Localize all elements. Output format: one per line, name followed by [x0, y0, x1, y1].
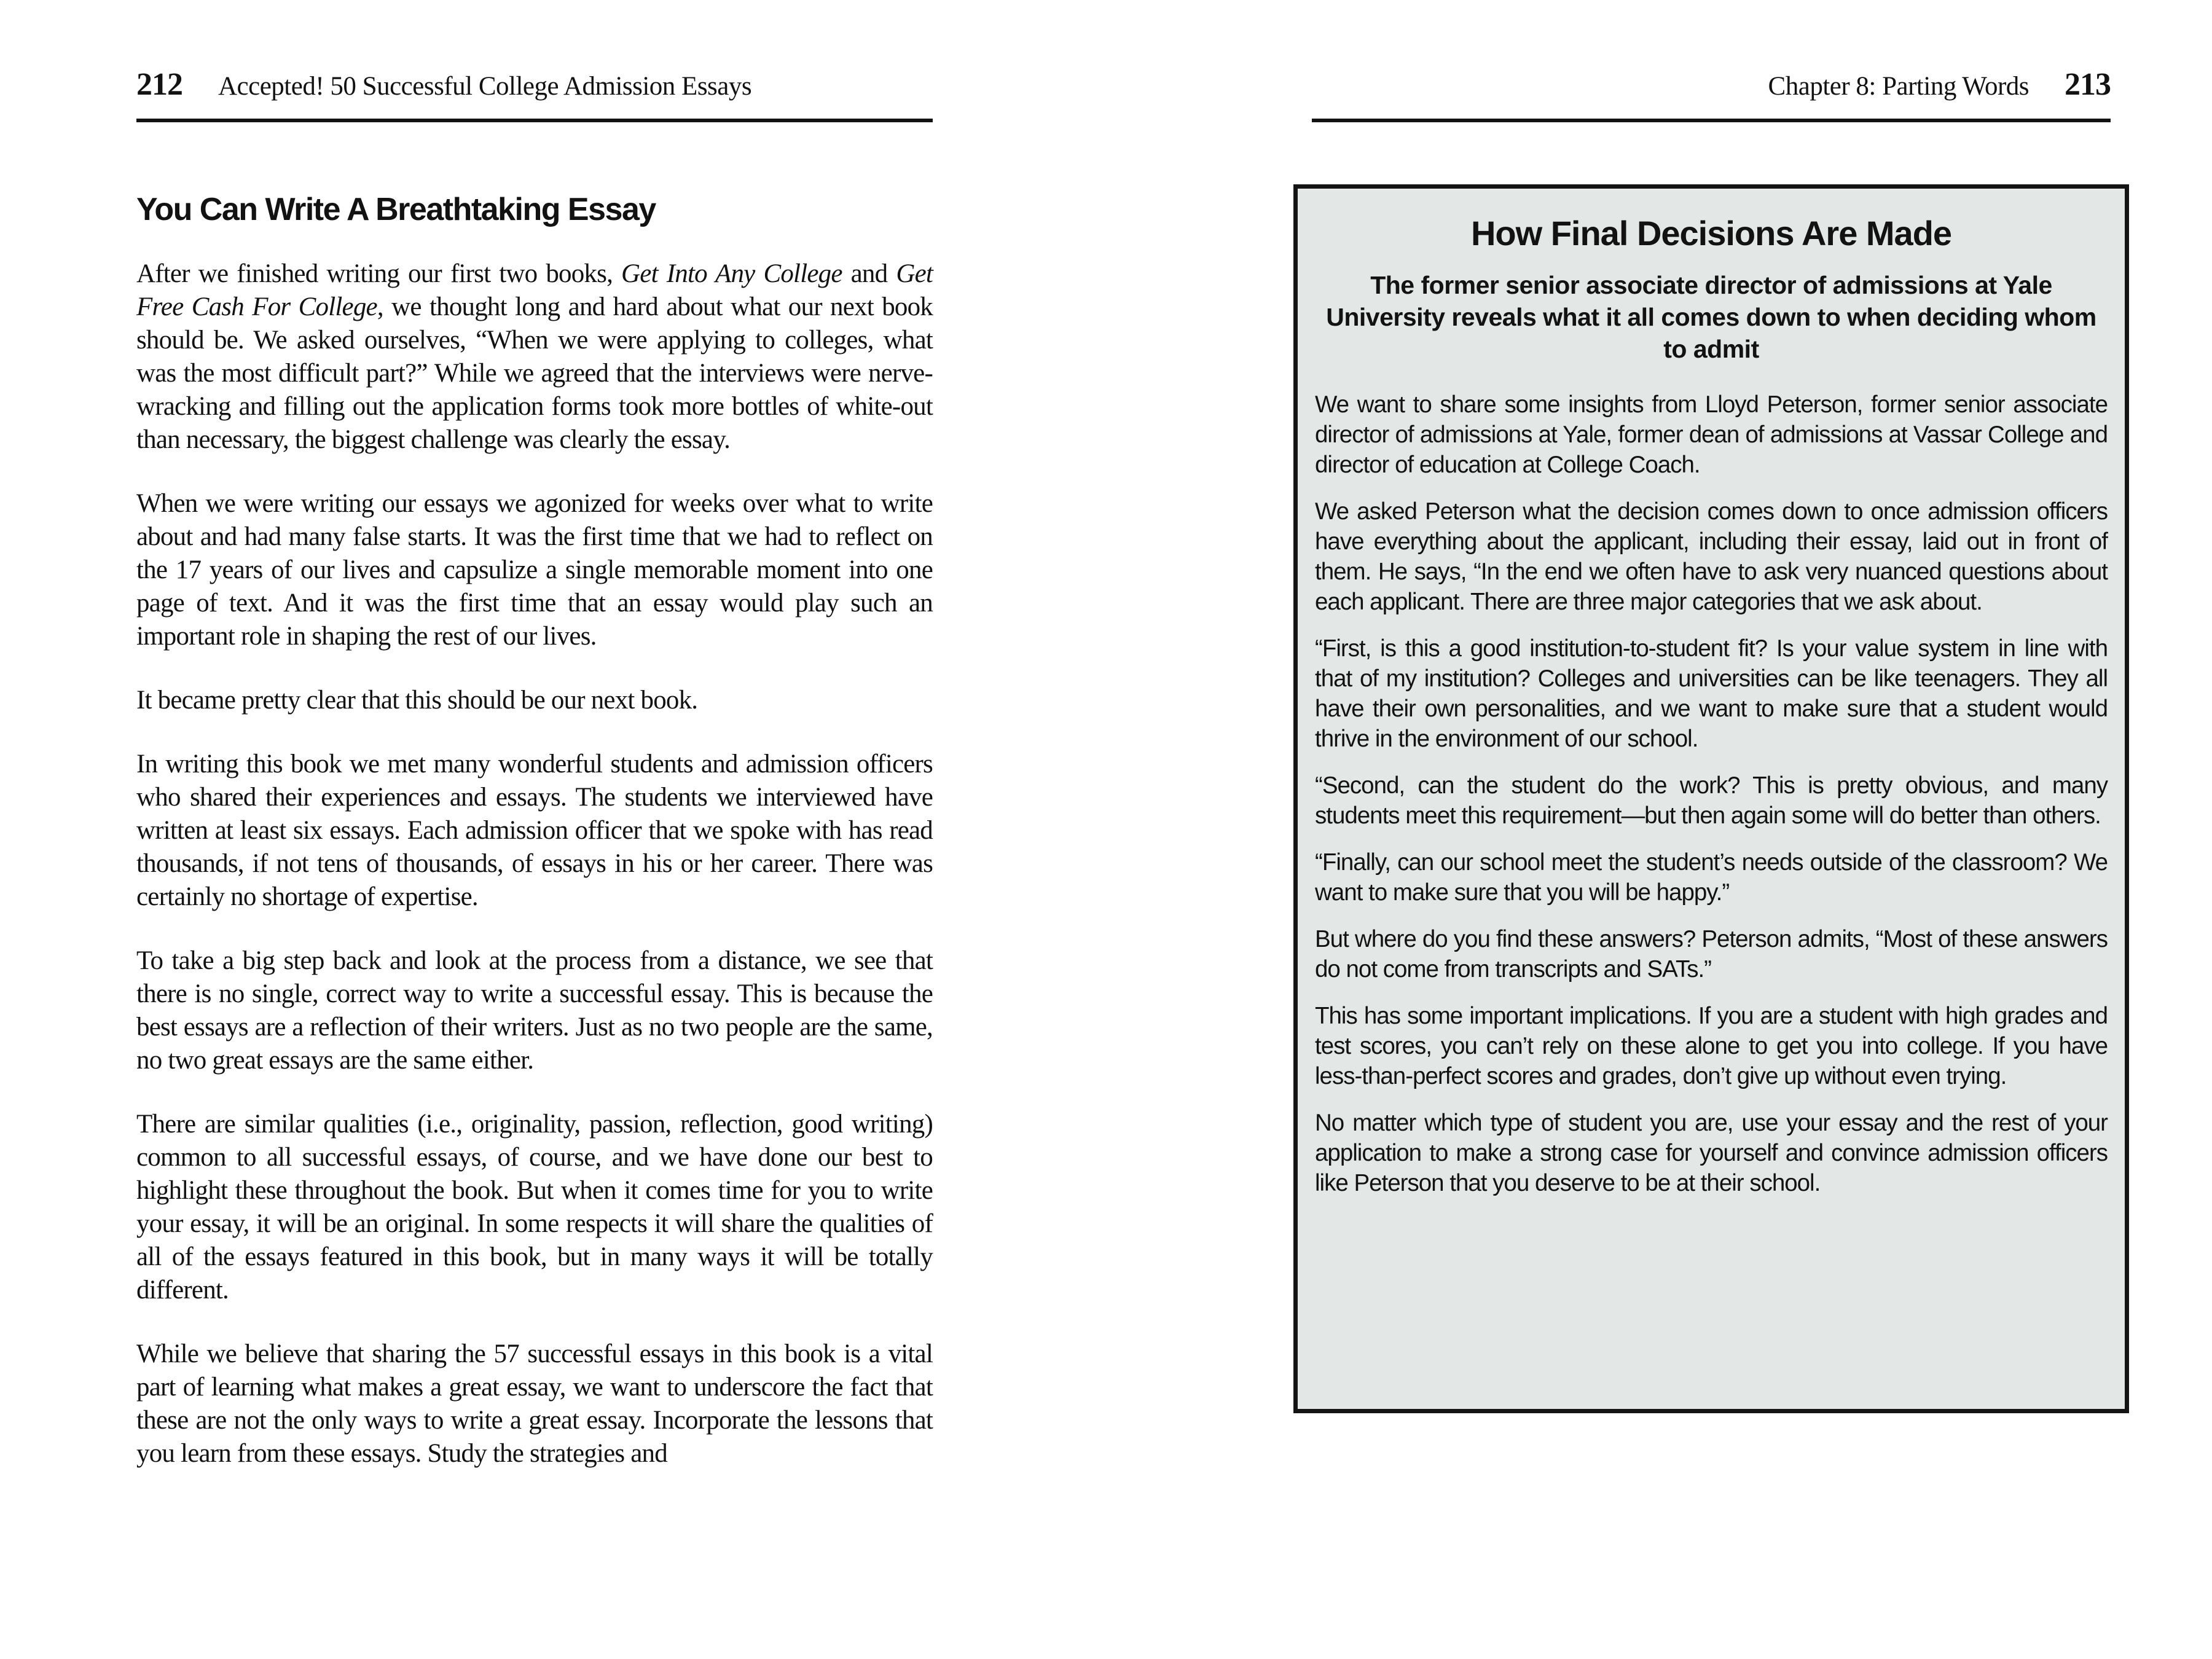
body-paragraph: When we were writing our essays we agonized for weeks over what to write about and had many false starts. It was the first time that we had to reflect on the 17 years of our lives and capsulize a single memorable moment into one page of text. And it was the first time that an essay would play such an important role in shaping the rest of our lives. — [136, 489, 933, 651]
box-paragraph: “Finally, can our school meet the student’s needs outside of the classroom? We want to make sure that you will be happy.” — [1315, 849, 2108, 906]
right-page-number: 213 — [2065, 67, 2111, 102]
body-paragraph: While we believe that sharing the 57 successful essays in this book is a vital part of learning what makes a great essay, we want to underscore the fact that these are not the only ways to write a great essay. Incorporate the lessons that you learn from these essays. Study the strategies and — [136, 1339, 933, 1468]
right-page-header-area — [1312, 66, 2111, 122]
decision-sidebar-box — [1293, 184, 2129, 1413]
paragraph-text: , we thought long and hard about what our next book should be. We asked ourselves, “When we were applying to colleges, what was the most difficult part?” While we agreed that the interviews were nerve-wracking and filling out the application forms took more bottles of white-out than necessary, the biggest challenge was clearly the essay. — [136, 292, 933, 454]
box-paragraph: “Second, can the student do the work? This is pretty obvious, and many students meet this requirement—but then again some will do better than others. — [1315, 772, 2108, 829]
left-running-title: Accepted! 50 Successful College Admission Essays — [218, 72, 752, 101]
right-running-header — [1312, 66, 2111, 122]
left-body-copy — [136, 257, 933, 1470]
box-paragraph: “First, is this a good institution-to-student fit? Is your value system in line with that of my institution? Colleges and universities can be like teenagers. They all have their own personalities, and we want to make sure that a student would thrive in the environment of our school. — [1315, 635, 2108, 752]
box-paragraph: We asked Peterson what the decision comes down to once admission officers have everything about the applicant, including their essay, laid out in front of them. He says, “In the end we often have to ask very nuanced questions about each applicant. There are three major categories that we ask about. — [1315, 498, 2108, 615]
box-body — [1315, 390, 2108, 1198]
box-title: How Final Decisions Are Made — [1470, 214, 1952, 253]
left-page — [136, 66, 933, 1501]
box-paragraph: No matter which type of student you are, use your essay and the rest of your application to make a strong case for yourself and convince admission officers like Peterson that you deserve to be at their school. — [1315, 1110, 2108, 1196]
section-title: You Can Write A Breathtaking Essay — [136, 192, 656, 227]
right-running-title: Chapter 8: Parting Words — [1768, 72, 2029, 101]
box-paragraph: But where do you find these answers? Peterson admits, “Most of these answers do not come from transcripts and SATs.” — [1315, 926, 2108, 982]
box-paragraph: This has some important implications. If you are a student with high grades and test scores, you can’t rely on these alone to get you into college. If you have less-than-perfect scores and grades, don’t give up without even trying. — [1315, 1003, 2108, 1089]
book-title-italic: Get Free Cash For College — [136, 259, 933, 321]
paragraph-text: and — [842, 259, 896, 288]
body-paragraph: It became pretty clear that this should be our next book. — [136, 686, 698, 715]
box-paragraph: We want to share some insights from Lloyd Peterson, former senior associate director of admissions at Yale, former dean of admissions at Vassar College and director of education at College Coach. — [1315, 391, 2108, 478]
left-running-header — [136, 66, 933, 122]
book-title-italic: Get Into Any College — [621, 259, 842, 288]
body-paragraph: In writing this book we met many wonderful students and admission officers who shared their experiences and essays. The students we interviewed have written at least six essays. Each admission officer that we spoke with has read thousands, if not tens of thousands, of essays in his or her career. There was certainly no shortage of expertise. — [136, 750, 933, 911]
left-page-number: 212 — [136, 67, 182, 102]
body-paragraph: To take a big step back and look at the process from a distance, we see that there is no single, correct way to write a successful essay. This is because the best essays are a reflection of their writers. Just as no two people are the same, no two great essays are the same either. — [136, 946, 933, 1075]
box-subtitle: The former senior associate director of admissions at Yale University reveals what it all comes down to when deciding whom to admit — [1326, 271, 2096, 363]
body-paragraph — [136, 257, 933, 457]
body-paragraph: There are similar qualities (i.e., originality, passion, reflection, good writing) common to all successful essays, of course, and we have done our best to highlight these throughout the book. But when it comes time for you to write your essay, it will be an original. In some respects it will share the qualities of all of the essays featured in this book, but in many ways it will be totally different. — [136, 1110, 933, 1304]
paragraph-text: After we finished writing our first two books, — [136, 259, 622, 288]
